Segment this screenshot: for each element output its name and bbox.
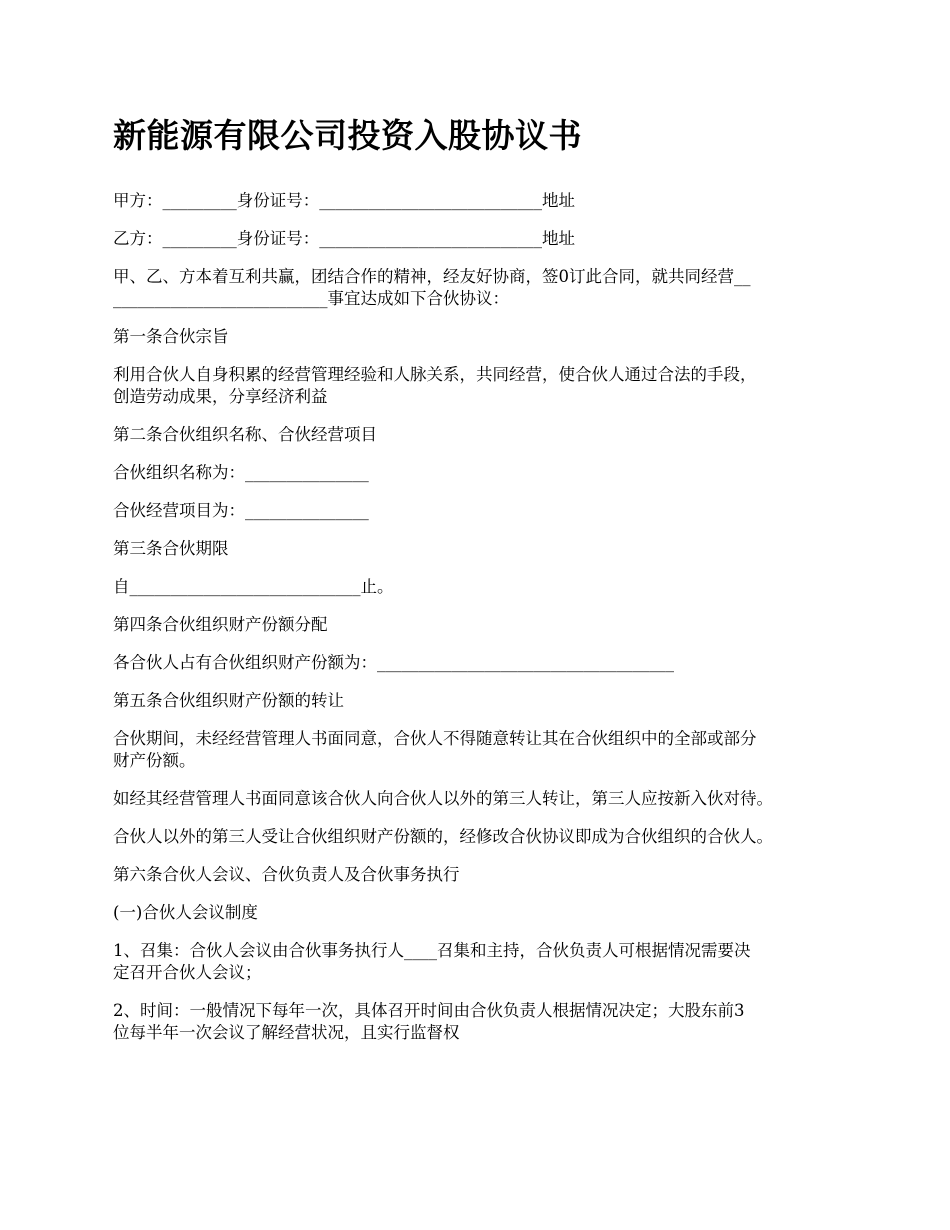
business-project-line: 合伙经营项目为：_______________ [113,501,369,520]
article-3-heading: 第三条合伙期限 [113,539,229,558]
term-line: 自____________________________止。 [113,577,394,596]
partnership-name-line: 合伙组织名称为：_______________ [113,463,369,482]
party-b-line: 乙方：_________身份证号：___________________________地址 [113,229,575,248]
document-page [113,112,858,1060]
document-title: 新能源有限公司投资入股协议书 [113,116,582,155]
preamble-paragraph: 甲、乙、方本着互利共赢，团结合作的精神，经友好协商，签0订此合同，就共同经营__ __________________________事宜达成如下合伙协议： [113,267,751,308]
transfer-restriction-paragraph: 合伙期间，未经经营管理人书面同意，合伙人不得随意转让其在合伙组织中的全部或部分 财产份额。 [113,729,757,770]
article-5-heading: 第五条合伙组织财产份额的转让 [113,691,344,710]
third-party-partner-paragraph: 合伙人以外的第三人受让合伙组织财产份额的，经修改合伙协议即成为合伙组织的合伙人。 [113,827,773,846]
article-1-heading: 第一条合伙宗旨 [113,327,229,346]
share-allocation-line: 各合伙人占有合伙组织财产份额为：____________________________________ [113,653,674,672]
party-a-line: 甲方：_________身份证号：___________________________地址 [113,191,575,210]
article-6-heading: 第六条合伙人会议、合伙负责人及合伙事务执行 [113,865,460,884]
meeting-time-paragraph: 2、时间：一般情况下每年一次，具体召开时间由合伙负责人根据情况决定；大股东前3 位每半年一次会议了解经营状况，且实行监督权 [113,1001,745,1042]
meeting-convene-paragraph: 1、召集：合伙人会议由合伙事务执行人____召集和主持，合伙负责人可根据情况需要决 定召开合伙人会议； [113,941,751,982]
article-1-body: 利用合伙人自身积累的经营管理经验和人脉关系，共同经营，使合伙人通过合法的手段， 创造劳动成果，分享经济利益 [113,365,757,406]
article-2-heading: 第二条合伙组织名称、合伙经营项目 [113,425,377,444]
third-party-transfer-paragraph: 如经其经营管理人书面同意该合伙人向合伙人以外的第三人转让，第三人应按新入伙对待。 [113,789,773,808]
article-4-heading: 第四条合伙组织财产份额分配 [113,615,328,634]
meeting-system-heading: (一)合伙人会议制度 [113,903,258,922]
